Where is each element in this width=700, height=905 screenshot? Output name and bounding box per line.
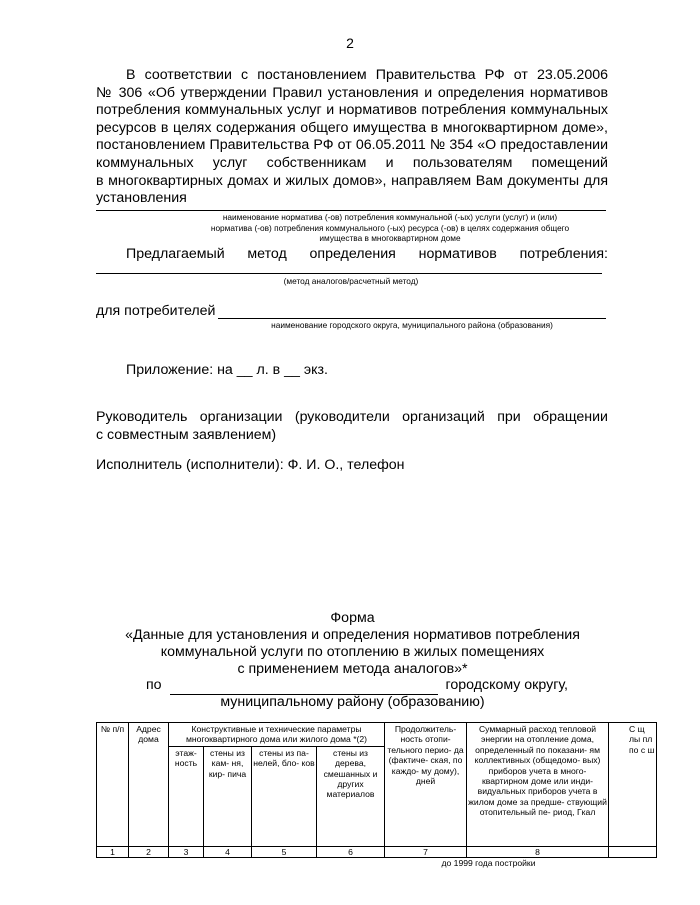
form-by-blank	[170, 680, 438, 695]
header-params: Конструктивные и технические параметры многоквартирного дома или жилого дома *(2)	[169, 723, 385, 747]
executor-text: Исполнитель (исполнители): Ф. И. О., телефон	[96, 457, 405, 473]
form-by-line-2: муниципальному району (образованию)	[220, 694, 485, 710]
col-num-8: 8	[467, 846, 609, 857]
header-next: С щ лы пл по с ш	[609, 723, 657, 847]
form-title	[100, 627, 605, 679]
method-word-4: нормативов	[418, 246, 497, 262]
method-caption: (метод аналогов/расчетный метод)	[283, 276, 419, 286]
consumers-caption: наименование городского округа, муниципального района (образования)	[271, 320, 553, 330]
form-by-line	[146, 677, 568, 695]
form-title-line-1: «Данные для установления и определения нормативов потребления	[125, 627, 580, 643]
method-word-1: Предлагаемый	[126, 246, 225, 262]
method-word-2: метод	[247, 246, 287, 262]
attachment-text: Приложение: на __ л. в __ экз.	[126, 362, 328, 378]
col-num-9	[609, 846, 657, 857]
form-title-line-3: с применением метода аналогов»*	[237, 661, 468, 678]
header-num: № п/п	[97, 723, 129, 847]
head-line-1-text: Руководитель организации (руководители организаций при обращении	[96, 409, 608, 425]
method-word-3: определения	[309, 246, 396, 262]
header-consumption: Суммарный расход тепловой энергии на отопление дома, определенный по показани- ям коллективных (общедомо- вых) приборов учета в много- квартирном доме или инди- видуальных приборов учета в жилом доме за предше- ствующий отопительный пе- риод, Гкал	[467, 723, 609, 847]
col-num-3: 3	[169, 846, 204, 857]
norm-caption-line-3: имущества в многоквартирном доме	[319, 233, 461, 243]
intro-line-3: потребления коммунальных услуг и нормативов потребления коммунальных	[96, 102, 608, 119]
intro-line-2: № 306 «Об утверждении Правил установления и определения нормативов	[96, 84, 608, 101]
form-by-prefix: по	[146, 677, 162, 693]
norm-name-line	[96, 210, 606, 211]
column-number-row	[97, 846, 657, 857]
header-address: Адрес дома	[129, 723, 169, 847]
header-floors: этаж- ность	[169, 746, 204, 846]
norm-name-caption	[150, 212, 630, 244]
form-by-suffix: городскому округу,	[445, 677, 568, 693]
method-word-5: потребления:	[519, 246, 608, 262]
form-title-line-2: коммунальной услуги по отоплению в жилых помещениях	[160, 644, 545, 661]
note-text: до 1999 года постройки	[441, 857, 536, 868]
note-row	[97, 857, 657, 868]
head-line-2: с совместным заявлением)	[96, 427, 277, 443]
header-wood: стены из дерева, смешанных и других материалов	[317, 746, 385, 846]
method-line	[126, 246, 608, 264]
intro-line-8: установления	[96, 190, 187, 207]
norm-caption-line-1: наименование норматива (-ов) потребления коммунальной (-ых) услуги (услуг) и (или)	[222, 212, 558, 222]
col-num-2: 2	[129, 846, 169, 857]
col-num-1: 1	[97, 846, 129, 857]
form-label: Форма	[330, 610, 375, 626]
consumers-label: для потребителей	[96, 303, 216, 319]
col-num-6: 6	[317, 846, 385, 857]
intro-line-4: ресурсов в целях содержания общего имущества в многоквартирном доме»,	[96, 119, 608, 136]
note-cell	[97, 857, 657, 868]
header-panel: стены из па- нелей, бло- ков	[252, 746, 317, 846]
consumers-blank-line	[218, 318, 606, 319]
intro-line-7: в многоквартирных домах и жилых домов», направляем Вам документы для	[96, 172, 608, 189]
method-blank-line	[96, 273, 602, 274]
intro-line-6: коммунальных услуг собственникам и пользователям помещений	[96, 154, 608, 171]
intro-paragraph	[96, 67, 608, 208]
intro-line-1-text: В соответствии с постановлением Правительства РФ от 23.05.2006	[126, 67, 608, 83]
col-num-7: 7	[385, 846, 467, 857]
header-row-1	[97, 723, 657, 747]
intro-line-1	[96, 67, 608, 85]
col-num-5: 5	[252, 846, 317, 857]
header-stone: стены из кам- ня, кир- пича	[204, 746, 252, 846]
norm-caption-line-2: норматива (-ов) потребления коммунального (-ых) ресурса (-ов) в целях содержания общего	[210, 222, 570, 233]
head-line-1	[96, 409, 608, 427]
intro-line-5: постановлением Правительства РФ от 06.05.2011 № 354 «О предоставлении	[96, 137, 608, 154]
page-number: 2	[346, 35, 354, 51]
data-table	[96, 722, 657, 868]
col-num-4: 4	[204, 846, 252, 857]
header-duration: Продолжитель- ность отопи- тельного перио- да (фактиче- ская, по каждо- му дому), дней	[385, 723, 467, 847]
